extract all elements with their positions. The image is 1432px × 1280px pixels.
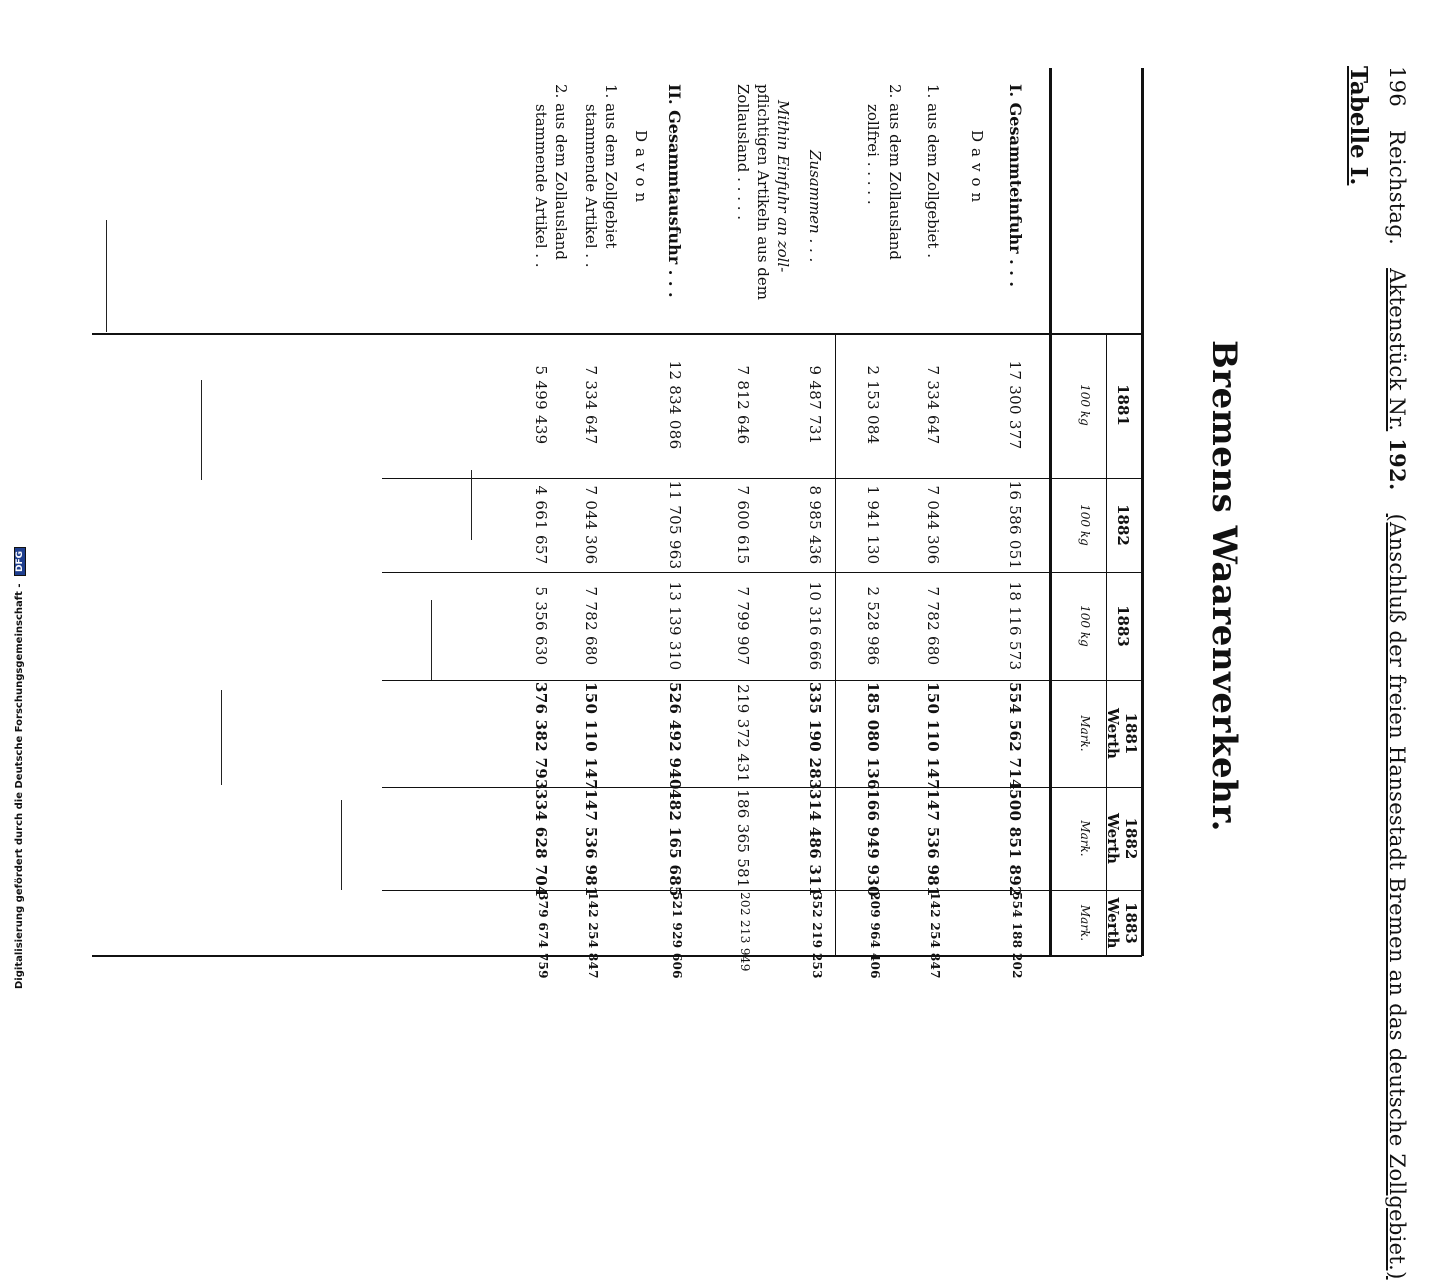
table-cell: 7 044 306 [582,485,600,565]
document-subject: (Anschluß der freien Hansestadt Bremen an das deutsche Zollgebiet.) [1385,513,1409,1280]
col-divider-2 [382,572,1142,573]
column-measure-5: Werth [1104,813,1122,864]
row-label-zollfrei: zollfrei . . . . . [864,104,882,205]
col-divider-1 [382,478,1142,479]
col-divider-4 [382,787,1142,788]
table-cell: 526 492 940 [666,682,684,790]
table-cell: 9 487 731 [806,365,824,445]
header-bottom-rule [1049,68,1052,956]
table-cell: 554 188 202 [1010,892,1024,979]
table-label: Tabelle I. [1345,66,1372,186]
row-label-stammende: stammende Artikel . . [582,104,600,268]
document-number: 192. [1385,438,1410,491]
table-cell: 1 941 130 [864,485,882,565]
table-cell: 147 536 981 [582,789,600,897]
col-divider-label [92,333,1142,335]
table-cell: 482 165 685 [666,789,684,897]
column-year-2: 1882 [1114,504,1132,546]
table-cell: 376 382 793 [532,682,550,790]
table-cell: 142 254 847 [586,892,600,979]
scan-rule-fragment [221,690,222,785]
row-label-zollgebiet-2: 1. aus dem Zollgebiet [602,84,620,249]
table-cell: 11 705 963 [666,480,684,570]
row-label-zusammen: Zusammen . . . [806,150,824,263]
table-cell: 335 190 283 [806,682,824,790]
table-cell: 147 536 981 [924,789,942,897]
scan-rule-fragment [431,600,432,680]
table-cell: 185 080 136 [864,682,882,790]
column-year-6: 1883 [1122,902,1140,944]
table-cell: 334 628 704 [532,789,550,897]
column-unit-3: 100 kg [1078,605,1092,647]
table-cell: 202 213 949 [738,892,752,972]
table-cell: 352 219 253 [810,892,824,979]
column-measure-4: Werth [1104,708,1122,759]
row-label-davon: Davon [968,130,986,209]
table-cell: 186 365 581 [734,789,752,888]
table-cell: 314 486 311 [806,789,824,897]
table-cell: 209 964 406 [868,892,882,979]
table-cell: 17 300 377 [1006,360,1024,450]
row-label-zollgebiet: 1. aus dem Zollgebiet . [924,84,942,258]
column-unit-2: 100 kg [1078,504,1092,546]
table-cell: 10 316 666 [806,581,824,671]
table-cell: 142 254 847 [928,892,942,979]
row-label-gesammtausfuhr: II. Gesammtausfuhr . . . [665,84,684,298]
scan-rule-fragment [471,470,472,540]
funding-text [14,547,26,989]
page-header [1385,66,1410,1280]
row-label-zollausland: 2. aus dem Zollausland [886,84,904,260]
table-cell: 16 586 051 [1006,480,1024,570]
column-unit-5: Mark. [1078,820,1092,857]
row-label-zollausland-2: Zollausland . . . . . [734,84,752,221]
table-cell: 7 334 647 [924,365,942,445]
table-cell: 5 499 439 [532,365,550,445]
page-title: Bremens Waarenverkehr. [1204,340,1244,832]
scan-rule-fragment [106,220,107,332]
funding-sidebar [0,0,28,1000]
row-label-stammende-2: stammende Artikel . . [532,104,550,268]
table-cell: 166 949 930 [864,789,882,897]
table-cell: 2 153 084 [864,365,882,445]
table-cell: 5 356 630 [532,586,550,666]
scan-rule-fragment [201,380,202,480]
col-divider-6 [92,955,1142,957]
column-year-4: 1881 [1122,712,1140,755]
document-label: Aktenstück Nr. [1385,268,1409,432]
table-cell: 7 600 615 [734,485,752,565]
col-divider-3 [382,680,1142,681]
table-cell: 7 044 306 [924,485,942,565]
table-cell: 2 528 986 [864,586,882,666]
table-cell: 7 812 646 [734,365,752,445]
column-unit-1: 100 kg [1078,384,1092,426]
page-number: 196 [1385,66,1409,107]
publisher: Reichstag. [1385,129,1409,246]
table-cell: 7 334 647 [582,365,600,445]
column-unit-6: Mark. [1078,904,1092,942]
column-measure-6: Werth [1104,897,1122,949]
scan-rule-fragment [341,800,342,890]
table-cell: 7 799 907 [734,586,752,666]
table-cell: 8 985 436 [806,485,824,565]
column-year-3: 1883 [1114,605,1132,647]
funding-note: Digitalisierung gefördert durch die Deutsche Forschungsgemeinschaft - [14,583,25,989]
table-cell: 521 929 606 [670,892,684,979]
table-cell: 554 562 714 [1006,682,1024,790]
table-cell: 500 851 892 [1006,789,1024,897]
table-cell: 4 661 657 [532,485,550,565]
table-cell: 219 372 431 [734,684,752,783]
row-label-davon-2: Davon [632,130,650,209]
table-cell: 150 110 147 [582,682,600,790]
table-cell: 379 674 759 [536,892,550,979]
table-cell: 13 139 310 [666,581,684,671]
column-year-5: 1882 [1122,817,1140,860]
table-cell: 18 116 573 [1006,581,1024,671]
row-label-gesammteinfuhr: I. Gesammteinfuhr . . . [1006,84,1025,287]
table-cell: 7 782 680 [582,586,600,666]
dfg-logo-icon: DFG [14,547,26,576]
table-cell: 150 110 147 [924,682,942,790]
column-year-1: 1881 [1114,384,1132,426]
row-label-mithin: Mithin Einfuhr an zoll- [774,100,792,273]
zusammen-rule [835,335,836,955]
table-top-rule [1141,68,1144,956]
table-cell: 12 834 086 [666,360,684,450]
row-label-zollausland-3: 2. aus dem Zollausland [552,84,570,260]
col-divider-5 [382,890,1142,891]
column-unit-4: Mark. [1078,715,1092,752]
row-label-pflichtigen: pflichtigen Artikeln aus dem [754,84,772,300]
table-cell: 7 782 680 [924,586,942,666]
